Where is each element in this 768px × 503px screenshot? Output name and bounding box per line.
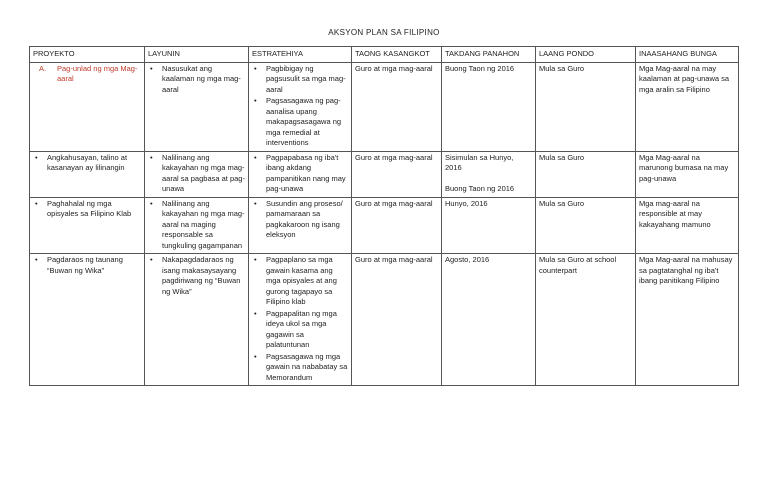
table-row: [30, 151, 739, 197]
header-inaasahang-bunga: INAASAHANG BUNGA: [636, 47, 739, 63]
estratehiya-text: Susundin ang proseso/ pamamaraan sa pagkakaroon ng isang eleksyon: [266, 198, 343, 239]
cell-estratehiya: [249, 254, 352, 386]
header-layunin: LAYUNIN: [145, 47, 249, 63]
cell-laang-pondo: Mula sa Guro: [536, 62, 636, 151]
takdang-panahon-text: Hunyo, 2016: [445, 198, 488, 208]
bullet-icon: •: [150, 63, 153, 73]
bullet-icon: •: [254, 96, 257, 105]
bullet-icon: •: [254, 63, 257, 73]
list-marker: •: [35, 255, 38, 264]
estratehiya-text: Pagpapalitan ng mga ideya ukol sa mga gagawin sa palatuntunan: [266, 308, 337, 349]
list-marker: •: [35, 152, 38, 162]
cell-takdang-panahon: [442, 151, 536, 197]
cell-laang-pondo: Mula sa Guro at school counterpart: [536, 254, 636, 386]
layunin-text: Nalilinang ang kakayahan ng mga mag-aaral na maging responsable sa tungkuling gagampanan: [162, 198, 245, 250]
cell-taong-kasangkot: Guro at mga mag-aaral: [352, 254, 442, 386]
cell-takdang-panahon: [442, 197, 536, 254]
bullet-icon: •: [254, 152, 257, 162]
bullet-icon: •: [254, 351, 257, 361]
estratehiya-text: Pagpaplano sa mga gawain kasama ang mga opisyales at ang gurong tagapayo sa Filipino klab: [266, 255, 337, 306]
cell-taong-kasangkot: Guro at mga mag-aaral: [352, 62, 442, 151]
bullet-icon: •: [254, 255, 257, 264]
estratehiya-text: Pagbibigay ng pagsusulit sa mga mag-aaral: [266, 63, 346, 94]
estratehiya-text: Pagsasagawa ng mga gawain na nababatay sa Memorandum: [266, 351, 348, 382]
header-takdang-panahon: TAKDANG PANAHON: [442, 47, 536, 63]
cell-laang-pondo: Mula sa Guro: [536, 197, 636, 254]
cell-layunin: [145, 62, 249, 151]
bullet-icon: •: [150, 152, 153, 162]
action-plan-table: [29, 46, 739, 386]
proyekto-text: Pagdaraos ng taunang “Buwan ng Wika”: [47, 255, 123, 275]
layunin-text: Nakapagdadaraos ng isang makasaysayang pagdiriwang ng “Buwan ng Wika”: [162, 255, 241, 296]
cell-estratehiya: [249, 197, 352, 254]
layunin-text: Nalilinang ang kakayahan ng mga mag-aaral sa pagbasa at pag-unawa: [162, 152, 245, 193]
takdang-panahon-text: Agosto, 2016: [445, 255, 490, 264]
cell-proyekto: [30, 151, 145, 197]
estratehiya-text: Pagsasagawa ng pag-aanalisa upang makapagsasagawa ng mga remedial at interventions: [266, 96, 342, 147]
cell-takdang-panahon: [442, 62, 536, 151]
cell-layunin: [145, 197, 249, 254]
document-title: AKSYON PLAN SA FILIPINO: [328, 28, 440, 37]
cell-proyekto: [30, 197, 145, 254]
takdang-panahon-text: Buong Taon ng 2016: [445, 63, 515, 73]
layunin-text: Nasusukat ang kaalaman ng mga mag-aaral: [162, 63, 241, 94]
cell-proyekto: [30, 254, 145, 386]
table-row: [30, 254, 739, 386]
cell-laang-pondo: Mula sa Guro: [536, 151, 636, 197]
proyekto-text: Angkahusayan, talino at kasanayan ay lilinangin: [47, 152, 128, 172]
cell-takdang-panahon: [442, 254, 536, 386]
takdang-panahon-text: Buong Taon ng 2016: [445, 183, 515, 193]
cell-inaasahang-bunga: Mga mag-aaral na responsible at may kakayahang mamuno: [636, 197, 739, 254]
header-proyekto: PROYEKTO: [30, 47, 145, 63]
cell-inaasahang-bunga: Mga Mag-aaral na mahusay sa pagtatanghal ng iba't ibang panitikang Filipino: [636, 254, 739, 386]
bullet-icon: •: [150, 255, 153, 264]
bullet-icon: •: [254, 198, 257, 208]
takdang-panahon-text: Sisimulan sa Hunyo, 2016: [445, 152, 514, 172]
bullet-icon: •: [150, 198, 153, 208]
cell-estratehiya: [249, 62, 352, 151]
header-laang-pondo: LAANG PONDO: [536, 47, 636, 63]
list-marker: •: [35, 198, 38, 208]
bullet-icon: •: [254, 308, 257, 318]
cell-proyekto: [30, 62, 145, 151]
proyekto-text: Pag-unlad ng mga Mag-aaral: [57, 63, 138, 83]
cell-inaasahang-bunga: Mga Mag-aaral na marunong bumasa na may pag-unawa: [636, 151, 739, 197]
cell-layunin: [145, 151, 249, 197]
header-estratehiya: ESTRATEHIYA: [249, 47, 352, 63]
header-taong-kasangkot: TAONG KASANGKOT: [352, 47, 442, 63]
cell-inaasahang-bunga: Mga Mag-aaral na may kaalaman at pag-unawa sa mga aralin sa Filipino: [636, 62, 739, 151]
cell-taong-kasangkot: Guro at mga mag-aaral: [352, 197, 442, 254]
cell-taong-kasangkot: Guro at mga mag-aaral: [352, 151, 442, 197]
list-marker: A.: [39, 63, 47, 73]
cell-layunin: [145, 254, 249, 386]
table-header-row: [30, 47, 739, 63]
cell-estratehiya: [249, 151, 352, 197]
estratehiya-text: Pagpapabasa ng iba't ibang akdang pampanitikan nang may pag-unawa: [266, 152, 346, 193]
table-row: [30, 197, 739, 254]
proyekto-text: Paghahalal ng mga opisyales sa Filipino Klab: [47, 198, 132, 218]
table-row: [30, 62, 739, 151]
